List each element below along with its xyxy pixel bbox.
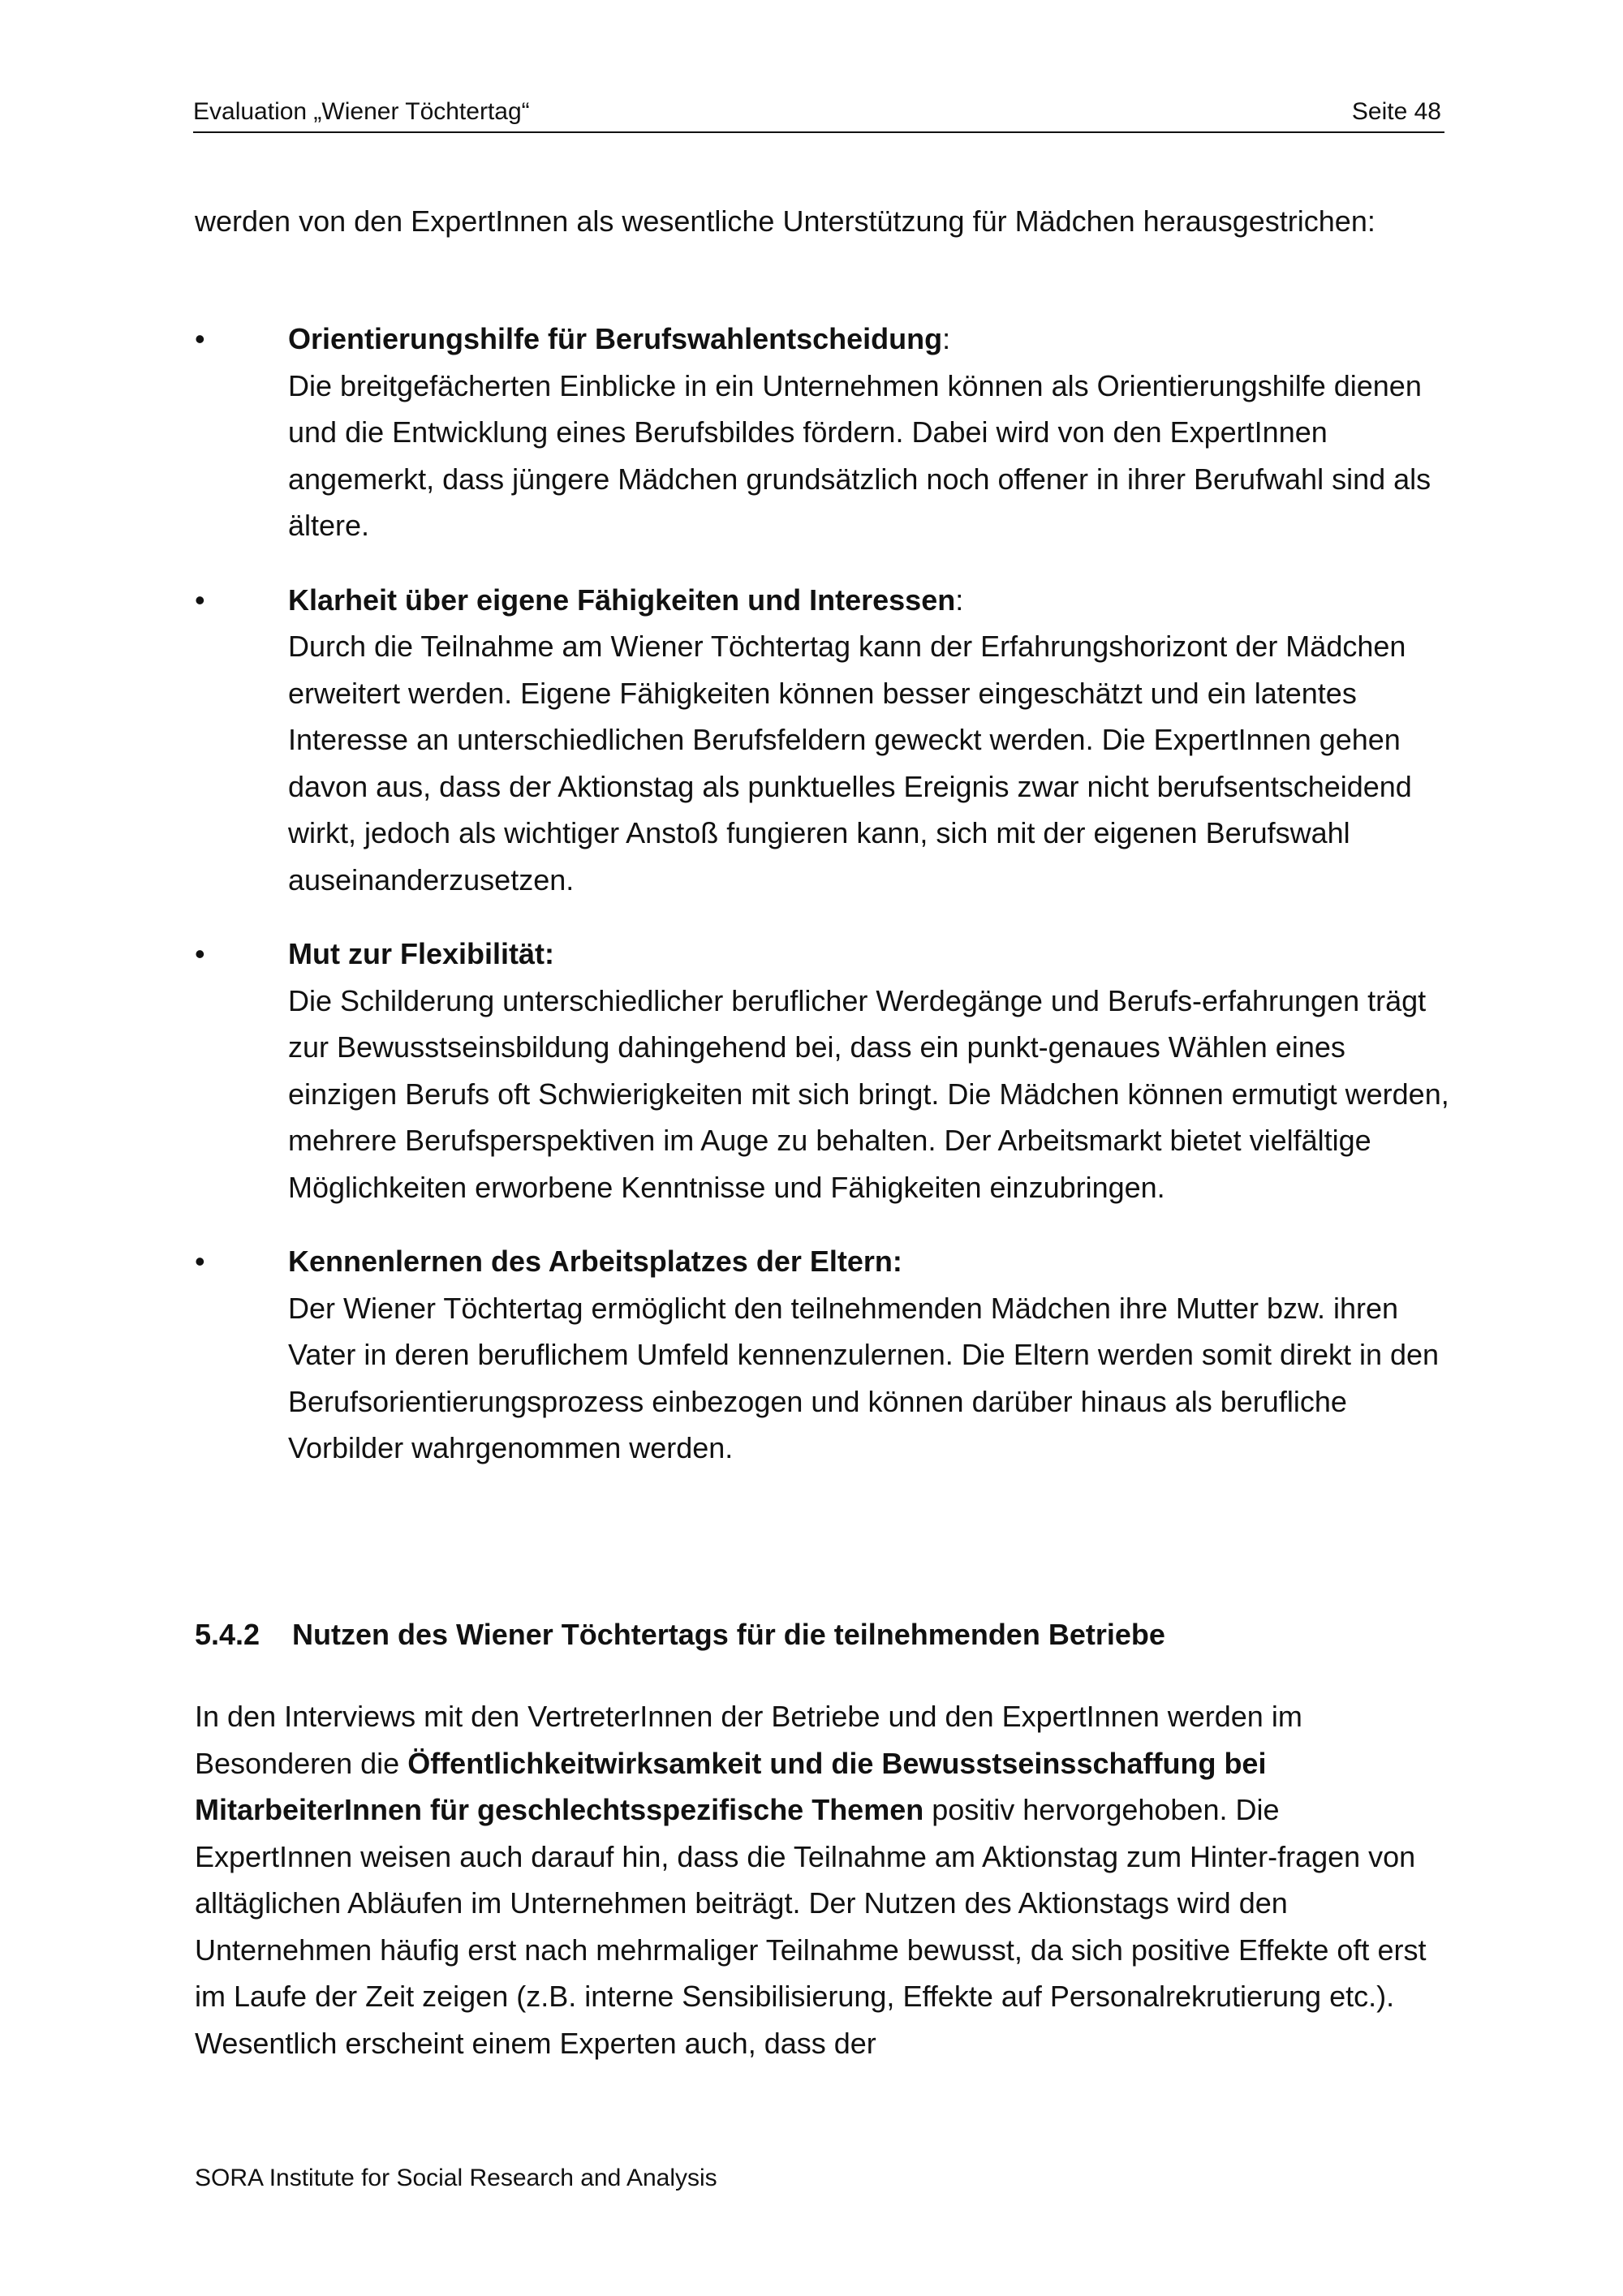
bullet-icon: • — [195, 583, 205, 617]
paragraph-text: positiv hervorgehoben. Die ExpertInnen weisen auch darauf hin, dass die Teilnahme am Aktionstag zum Hinter-fragen von alltäglichen Abläufen im Unternehmen beiträgt. Der Nutzen des Aktionstags wird den Unternehmen häufig erst nach mehrmaliger Teilnahme bewusst, da sich positive Effekte oft erst im Laufe der Zeit zeigen (z.B. interne Sensibilisierung, Effekte auf Personalrekrutierung etc.). Wesentlich erscheint einem Experten auch, dass der — [195, 1793, 1427, 2060]
header-title: Evaluation „Wiener Töchtertag“ — [193, 98, 530, 125]
list-item — [195, 1238, 1461, 1472]
page-number: Seite 48 — [1351, 98, 1441, 125]
page-header — [193, 96, 1444, 133]
intro-paragraph: werden von den ExpertInnen als wesentliche Unterstützung für Mädchen herausgestrichen: — [195, 204, 1375, 238]
bullet-title: Kennenlernen des Arbeitsplatzes der Eltern: — [288, 1245, 902, 1278]
bullet-title: Orientierungshilfe für Berufswahlentscheidung — [288, 322, 943, 355]
bullet-icon: • — [195, 1245, 205, 1278]
list-item — [195, 931, 1461, 1210]
bullet-title-suffix: : — [942, 322, 951, 355]
bullet-icon: • — [195, 322, 205, 355]
bullet-title: Mut zur Flexibilität: — [288, 937, 554, 970]
bullet-text: Die breitgefächerten Einblicke in ein Unternehmen können als Orientierungshilfe dienen und die Entwicklung eines Berufsbildes fördern. Dabei wird von den ExpertInnen angemerkt, dass jüngere Mädchen grundsätzlich noch offener in ihrer Berufwahl sind als ältere. — [288, 368, 1431, 542]
bullet-text: Der Wiener Töchtertag ermöglicht den teilnehmenden Mädchen ihre Mutter bzw. ihren Vater in deren beruflichem Umfeld kennenzulernen. Die Eltern werden somit direkt in den Berufsorientierungsprozess einbezogen und können darüber hinaus als berufliche Vorbilder wahrgenommen werden. — [288, 1291, 1440, 1464]
paragraph-text: In den Interviews mit den VertreterInnen der Betriebe und den ExpertInnen werden im Besonderen die — [195, 1700, 1302, 1780]
bullet-title-suffix: : — [955, 583, 964, 617]
list-item — [195, 577, 1461, 904]
list-item — [195, 316, 1461, 549]
paragraph-emphasis: Öffentlichkeitwirksamkeit und die Bewusstseinsschaffung bei MitarbeiterInnen für geschlechtsspezifische Themen — [195, 1746, 1267, 1826]
bullet-title: Klarheit über eigene Fähigkeiten und Interessen — [288, 583, 956, 617]
section-title: Nutzen des Wiener Töchtertags für die teilnehmenden Betriebe — [292, 1618, 1165, 1651]
bullet-text: Die Schilderung unterschiedlicher beruflicher Werdegänge und Berufs-erfahrungen trägt zur Bewusstseinsbildung dahingehend bei, dass ein punkt-genaues Wählen eines einzigen Berufs oft Schwierigkeiten mit sich bringt. Die Mädchen können ermutigt werden, mehrere Berufsperspektiven im Auge zu behalten. Der Arbeitsmarkt bietet vielfältige Möglichkeiten erworbene Kenntnisse und Fähigkeiten einzubringen. — [288, 983, 1449, 1204]
page-footer: SORA Institute for Social Research and Analysis — [195, 2165, 717, 2191]
body-paragraph — [195, 1693, 1440, 2066]
section-heading — [195, 1615, 1165, 1655]
section-number: 5.4.2 — [195, 1618, 260, 1651]
bullet-list — [195, 316, 1461, 1499]
bullet-text: Durch die Teilnahme am Wiener Töchtertag kann der Erfahrungshorizont der Mädchen erweitert werden. Eigene Fähigkeiten können besser eingeschätzt und ein latentes Interesse an unterschiedlichen Berufsfeldern geweckt werden. Die ExpertInnen gehen davon aus, dass der Aktionstag als punktuelles Ereignis zwar nicht berufsentscheidend wirkt, jedoch als wichtiger Anstoß fungieren kann, sich mit der eigenen Berufswahl auseinanderzusetzen. — [288, 630, 1412, 896]
bullet-icon: • — [195, 937, 205, 970]
